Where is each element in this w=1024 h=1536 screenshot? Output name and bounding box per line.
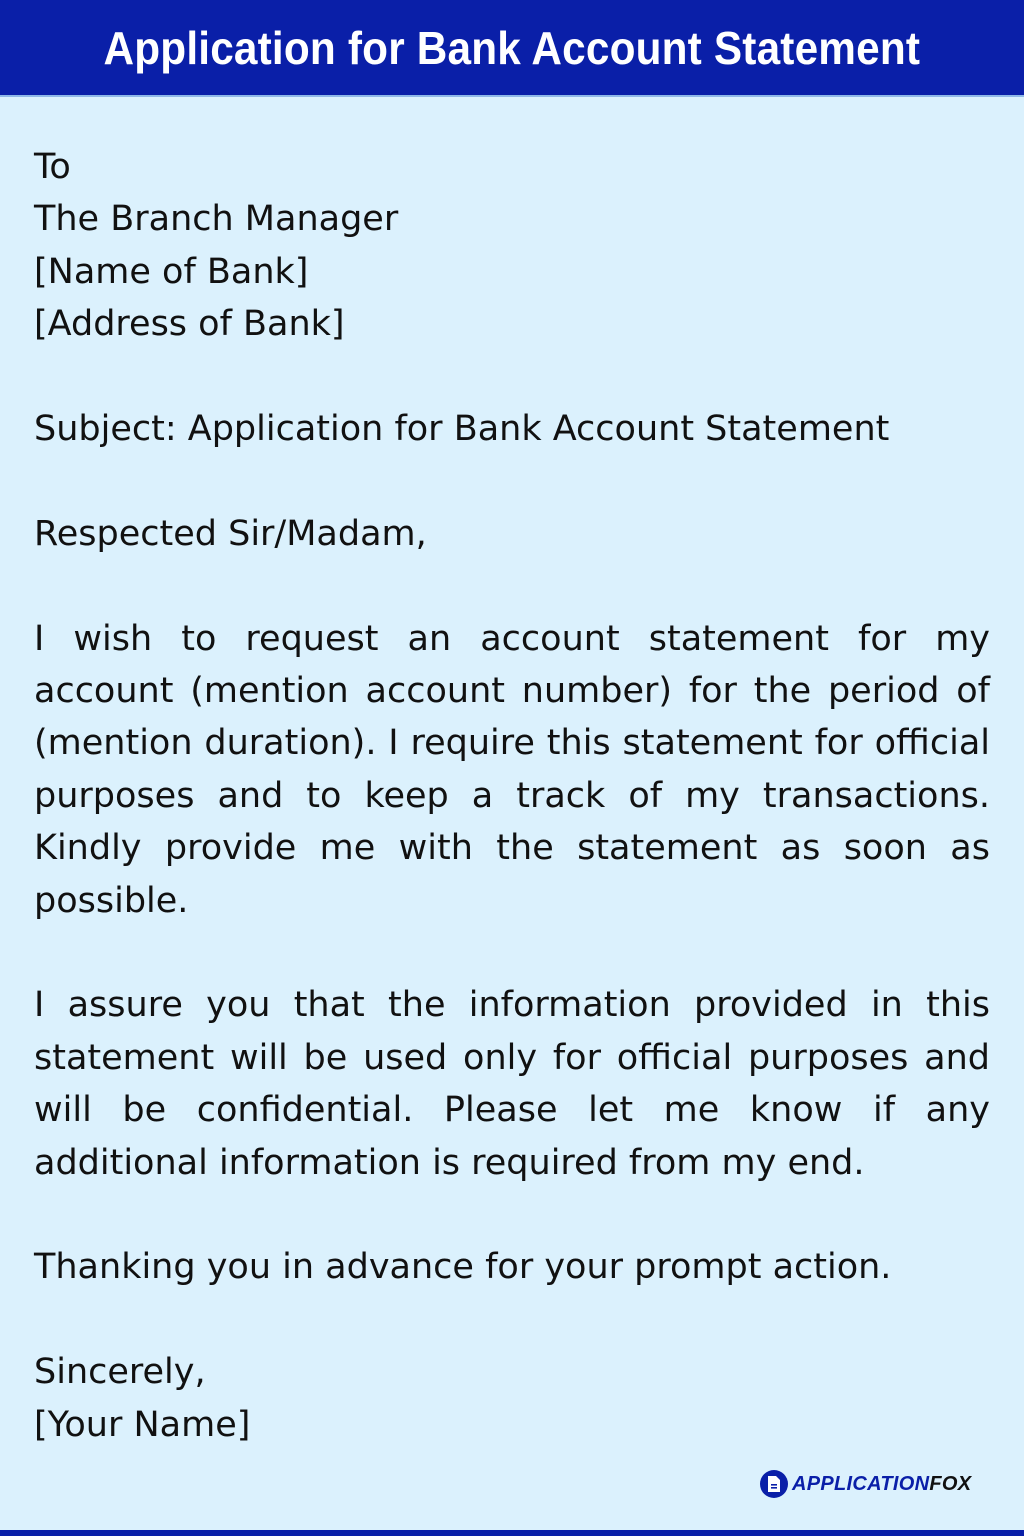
page-header xyxy=(0,0,1024,97)
body-paragraph-2: I assure you that the information provided in this statement will be used only for official purposes and will be confidential. Please let me know if any additional information is required from my end. xyxy=(34,985,990,1183)
address-line-bank-name: [Name of Bank] xyxy=(34,251,309,292)
closing: Sincerely, xyxy=(34,1352,206,1393)
address-line-recipient: The Branch Manager xyxy=(34,199,399,240)
document-icon xyxy=(760,1470,788,1498)
address-line-to: To xyxy=(34,147,71,187)
body-paragraph-1: I wish to request an account statement for my account (mention account number) for the period of (mention duration). I require this statement for official purposes and to keep a track of my transactions. Kindly provide me with the statement as soon as possible. xyxy=(34,618,990,921)
footer-bar xyxy=(0,1530,1024,1536)
letter-body xyxy=(34,141,990,1451)
salutation: Respected Sir/Madam, xyxy=(34,513,427,554)
brand-name: APPLICATIONFOX xyxy=(792,1472,972,1495)
signature: [Your Name] xyxy=(34,1404,251,1445)
page-title: Application for Bank Account Statement xyxy=(103,21,921,74)
subject-line: Subject: Application for Bank Account Statement xyxy=(34,409,890,450)
address-line-bank-address: [Address of Bank] xyxy=(34,304,345,345)
body-paragraph-3: Thanking you in advance for your prompt action. xyxy=(34,1247,892,1288)
brand-logo xyxy=(760,1470,971,1498)
